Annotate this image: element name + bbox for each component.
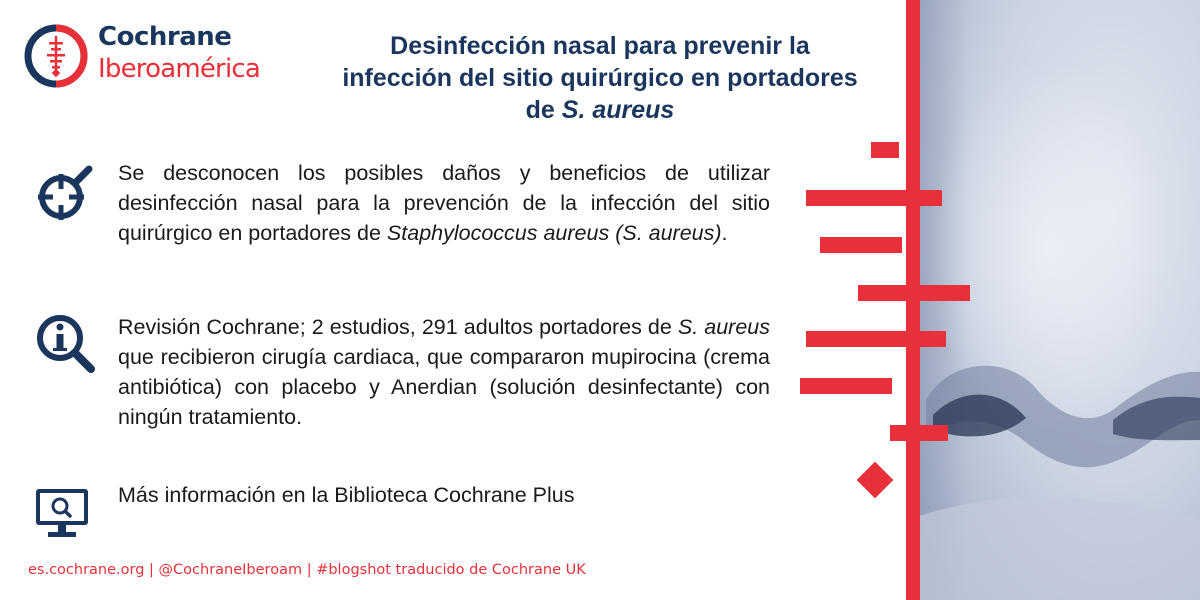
cochrane-logo-icon — [22, 22, 92, 92]
review-paragraph — [118, 312, 770, 432]
summary-organism: Staphylococcus aureus (S. aureus) — [386, 221, 722, 245]
info-magnifier-icon — [34, 312, 98, 376]
logo-name: Cochrane — [98, 22, 232, 52]
monitor-search-icon — [34, 486, 92, 544]
summary-paragraph — [118, 158, 770, 248]
target-search-icon — [34, 164, 96, 226]
footer-links[interactable]: es.cochrane.org | @CochraneIberoam | #blogshot traducido de Cochrane UK — [28, 562, 586, 578]
review-text-end: que recibieron cirugía cardiaca, que compararon mupirocina (crema antibiótica) con placebo y Anerdian (solución desinfectante) con ningún tratamiento. — [118, 345, 770, 429]
title-organism: S. aureus — [561, 96, 675, 124]
review-text: Revisión Cochrane; 2 estudios, 291 adultos portadores de — [118, 315, 678, 339]
title-line-1: Desinfección nasal para prevenir la — [390, 32, 810, 60]
more-info-text: Más información en la Biblioteca Cochrane Plus — [118, 483, 575, 507]
review-organism: S. aureus — [677, 315, 770, 339]
page-title — [300, 30, 900, 126]
nose-photo — [908, 0, 1200, 600]
title-line-3: de — [525, 96, 562, 124]
summary-text: Se desconocen los posibles daños y beneficios de utilizar desinfección nasal para la prevención de la infección del sitio quirúrgico en portadores de — [118, 161, 770, 245]
cochrane-logo[interactable] — [22, 22, 302, 92]
summary-end: . — [721, 221, 728, 245]
logo-region: Iberoamérica — [98, 54, 260, 84]
title-line-2: infección del sitio quirúrgico en portadores — [342, 64, 858, 92]
more-info-link[interactable] — [118, 480, 770, 510]
